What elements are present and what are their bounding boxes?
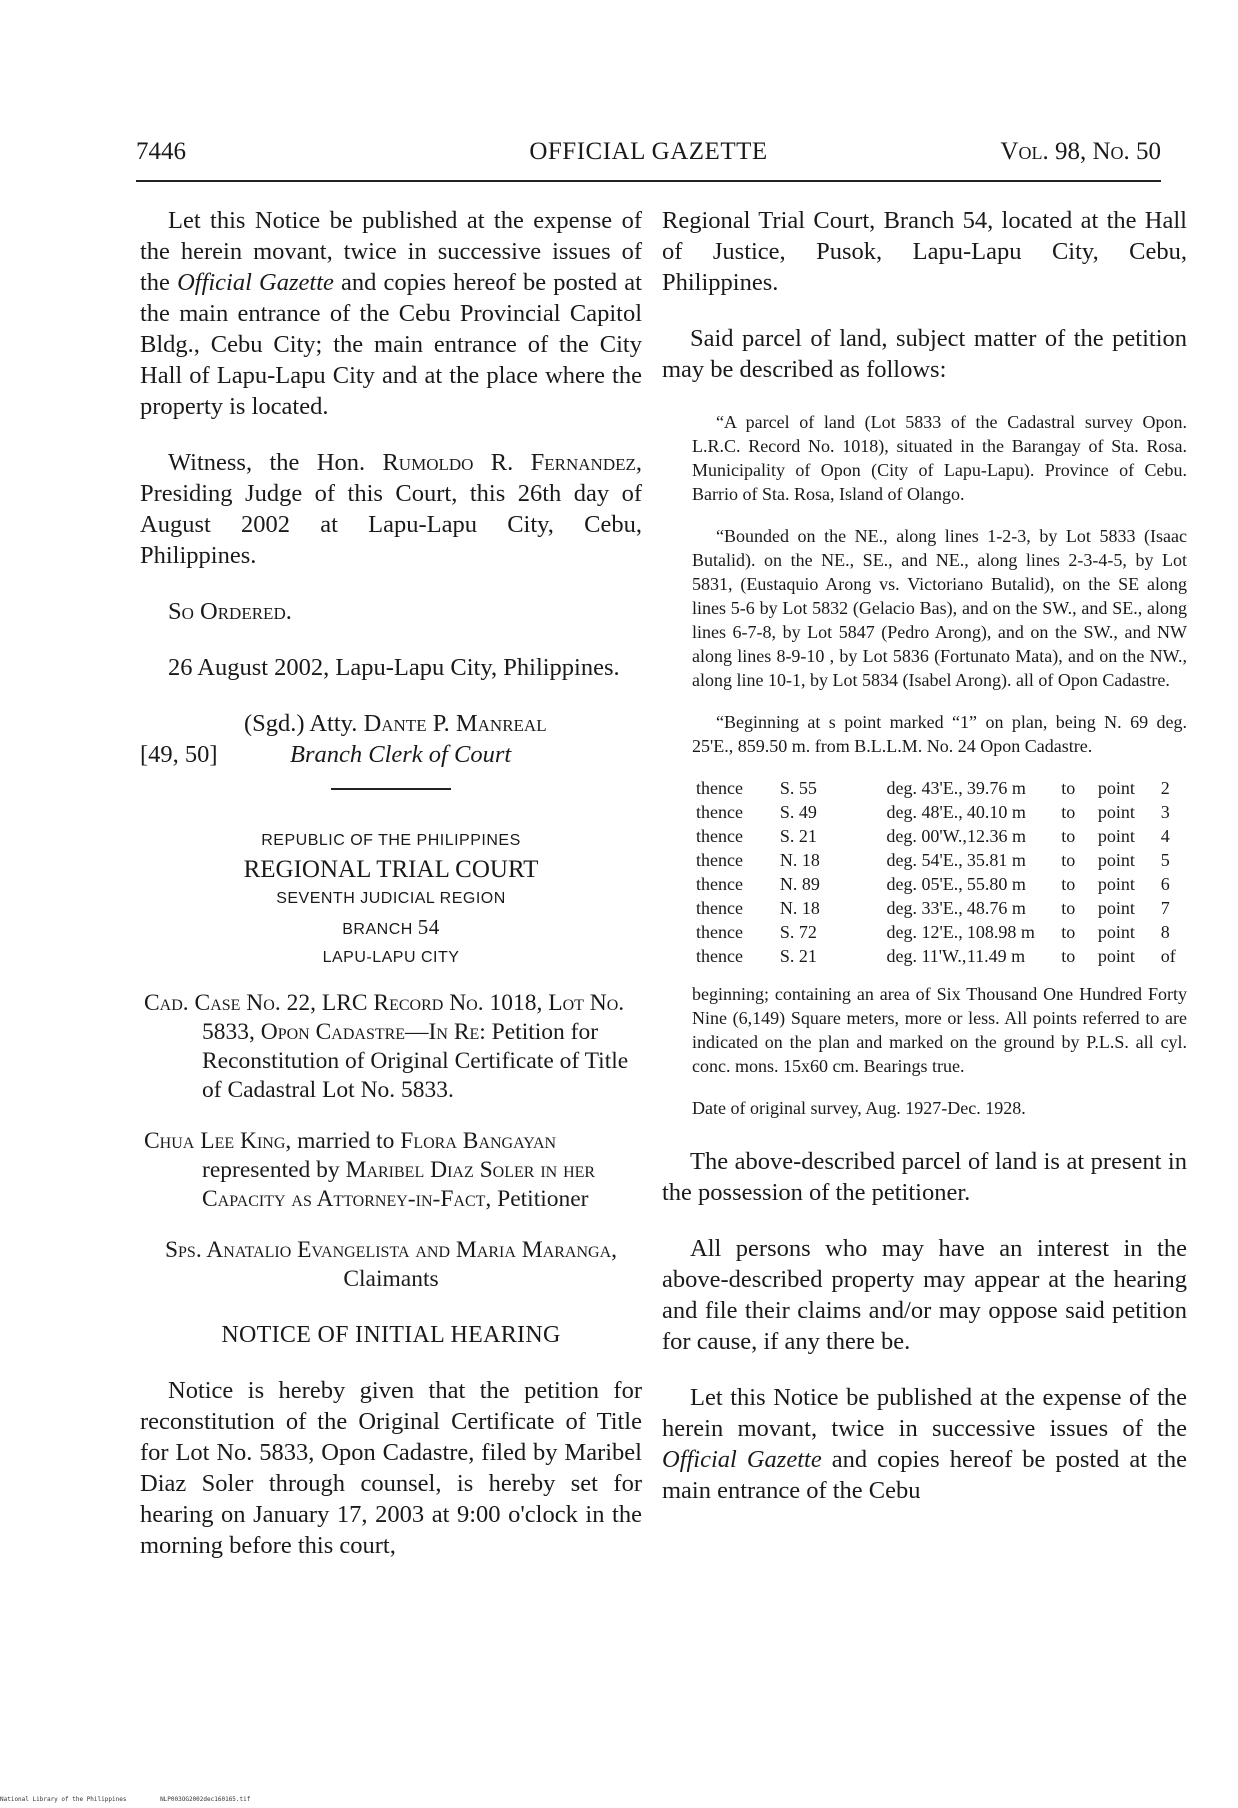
judge-name: Rumoldo R. Fernandez [382, 449, 636, 476]
bearing-cell: thence [696, 826, 743, 846]
bearing-cell: deg. 00'W., [886, 826, 967, 846]
bearing-cell: N. 89 [779, 874, 820, 894]
court-city: LAPU-LAPU CITY [322, 949, 460, 966]
bearing-cell: 4 [1160, 826, 1170, 846]
court-republic: REPUBLIC OF THE PHILIPPINES [261, 832, 521, 849]
bearing-row [696, 824, 1187, 848]
signature-line: (Sgd.) Atty. Dante P. Manreal [244, 710, 547, 737]
court-region: SEVENTH JUDICIAL REGION [276, 890, 506, 907]
bearing-cell: deg. 43'E., [886, 778, 963, 798]
bearings-table [696, 776, 1187, 968]
continuation-paragraph: Regional Trial Court, Branch 54, located at the Hall of Justice, Pusok, Lapu-Lapu City, Cebu, Philippines. [662, 207, 1187, 296]
publication-title: OFFICIAL GAZETTE [529, 138, 768, 165]
bearing-row [696, 776, 1187, 800]
notice-title: NOTICE OF INITIAL HEARING [221, 1322, 561, 1348]
bearing-cell: N. 18 [779, 898, 820, 918]
area-paragraph: beginning; containing an area of Six Thousand One Hundred Forty Nine (6,149) Square meters, more or less. All points referred to are indicated on the plan and marked on the ground by P.L.S. all cyl. conc. mons. 15x60 cm. Bearings true. [692, 984, 1187, 1076]
bearing-cell: point [1097, 922, 1135, 942]
case-title: Cad. Case No. 22, LRC Record No. 1018, Lot No. 5833, Opon Cadastre—In Re: Petition for Reconstitution of Original Certificate of Title of Cadastral Lot No. 5833. [144, 990, 629, 1103]
bearing-cell: point [1097, 778, 1135, 798]
bearing-cell: 12.36 m [966, 826, 1026, 846]
bearing-cell: point [1097, 946, 1135, 966]
bearing-cell: 11.49 m [966, 946, 1026, 966]
bearing-row [696, 848, 1187, 872]
clerk-name: Dante P. Manreal [363, 710, 547, 737]
bearing-cell: thence [696, 874, 743, 894]
publish-paragraph-2: Let this Notice be published at the expense of the herein movant, twice in successive issues of the Official Gazette and copies hereof be posted at the main entrance of the Cebu [662, 1384, 1187, 1504]
boundaries-quote: “Bounded on the NE., along lines 1-2-3, by Lot 5833 (Isaac Butalid). on the NE., SE., and NE., along lines 2-3-4-5, by Lot 5831, (Eustaquio Arong vs. Victoriano Butalid), on the SE along lines 5-6 by Lot 5832 (Gelacio Bas), and on the SW., and SE., along lines 6-7-8, by Lot 5847 (Pedro Arong), and on the SW., and NW along lines 8-9-10 , by Lot 5836 (Fortunato Mata), and on the NW., along line 10-1, by Lot 5834 (Isabel Arong). all of Opon Cadastre. [692, 526, 1187, 690]
bearing-row [696, 920, 1187, 944]
bearing-cell: to [1061, 850, 1076, 870]
bearing-row [696, 944, 1187, 968]
bearing-cell: 8 [1160, 922, 1170, 942]
bearing-cell: 108.98 m [966, 922, 1035, 942]
publish-paragraph: Let this Notice be published at the expense of the herein movant, twice in successive issues of the Official Gazette and copies hereof be posted at the main entrance of the Cebu Provincial Capitol Bldg., Cebu City; the main entrance of the City Hall of Lapu-Lapu City and at the place where the property is located. [140, 207, 642, 420]
bearing-cell: thence [696, 850, 743, 870]
left-column [140, 205, 642, 1586]
bearing-cell: to [1061, 922, 1076, 942]
bearing-cell: 40.10 m [966, 802, 1026, 822]
library-tag: National Library of the Philippines [0, 1796, 127, 1803]
bearing-cell: point [1097, 850, 1135, 870]
file-tag: NLP003OG2002dec160165.tif [160, 1796, 251, 1803]
date-line: 26 August 2002, Lapu-Lapu City, Philippines. [168, 654, 620, 681]
page-number: 7446 [136, 138, 186, 165]
persons-paragraph: All persons who may have an interest in the above-described property may appear at the hearing and file their claims and/or may oppose said petition for cause, if any there be. [662, 1235, 1187, 1355]
bearing-cell: 48.76 m [966, 898, 1026, 918]
bearing-cell: point [1097, 898, 1135, 918]
bearing-cell: to [1061, 874, 1076, 894]
bearing-cell: thence [696, 946, 743, 966]
bearing-cell: S. 49 [779, 802, 817, 822]
petitioner-block: Chua Lee King, married to Flora Bangayan represented by Maribel Diaz Soler in her Capacity as Attorney-in-Fact, Petitioner [144, 1128, 596, 1212]
court-branch: BRANCH 54 [342, 915, 440, 939]
bearing-cell: 55.80 m [966, 874, 1026, 894]
volume-number: Vol. 98, No. 50 [1000, 138, 1161, 165]
section-divider [331, 788, 451, 790]
bearing-cell: point [1097, 826, 1135, 846]
parcel-quote: “A parcel of land (Lot 5833 of the Cadastral survey Opon. L.R.C. Record No. 1018), situated in the Barangay of Sta. Rosa. Municipality of Opon (City of Lapu-Lapu). Province of Cebu. Barrio of Sta. Rosa, Island of Olango. [692, 412, 1187, 504]
bill-reference: [49, 50] [140, 741, 218, 768]
notice-paragraph: Notice is hereby given that the petition for reconstitution of the Original Certificate of Title for Lot No. 5833, Opon Cadastre, filed by Maribel Diaz Soler through counsel, is hereby set for hearing on January 17, 2003 at 9:00 o'clock in the morning before this court, [140, 1377, 642, 1559]
claimants-block: Sps. Anatalio Evangelista and Maria Maranga, Claimants [164, 1237, 618, 1292]
bearing-cell: 6 [1160, 874, 1170, 894]
bearing-cell: deg. 05'E., [886, 874, 963, 894]
bearing-cell: deg. 48'E., [886, 802, 963, 822]
bearing-cell: S. 21 [779, 946, 817, 966]
header-rule [136, 180, 1161, 182]
bearing-row [696, 872, 1187, 896]
bearing-cell: to [1061, 778, 1076, 798]
bearing-cell: 5 [1160, 850, 1170, 870]
bearing-cell: S. 21 [779, 826, 817, 846]
bearing-cell: thence [696, 778, 743, 798]
bearing-cell: deg. 54'E., [886, 850, 963, 870]
scan-footer [0, 1796, 280, 1803]
beginning-quote: “Beginning at s point marked “1” on plan, being N. 69 deg. 25'E., 859.50 m. from B.L.L.M. No. 24 Opon Cadastre. [692, 712, 1187, 756]
possession-paragraph: The above-described parcel of land is at present in the possession of the petitioner. [662, 1148, 1187, 1206]
bearing-cell: point [1097, 802, 1135, 822]
bearing-cell: to [1061, 802, 1076, 822]
court-name: REGIONAL TRIAL COURT [243, 856, 539, 883]
bearing-cell: N. 18 [779, 850, 820, 870]
bearing-cell: thence [696, 898, 743, 918]
survey-date: Date of original survey, Aug. 1927-Dec. 1928. [692, 1098, 1026, 1118]
bearing-cell: deg. 11'W., [886, 946, 967, 966]
bearing-cell: 3 [1160, 802, 1170, 822]
page-header [136, 138, 1161, 178]
bearing-cell: 2 [1160, 778, 1170, 798]
bearing-cell: thence [696, 802, 743, 822]
bearing-cell: 7 [1160, 898, 1170, 918]
witness-paragraph: Witness, the Hon. Rumoldo R. Fernandez, Presiding Judge of this Court, this 26th day of August 2002 at Lapu-Lapu City, Cebu, Philippines. [140, 449, 642, 569]
bearing-row [696, 896, 1187, 920]
bearing-cell: S. 72 [779, 922, 817, 942]
bearing-cell: to [1061, 826, 1076, 846]
bearing-cell: deg. 12'E., [886, 922, 963, 942]
so-ordered: So Ordered. [168, 598, 292, 625]
bearing-cell: 35.81 m [966, 850, 1026, 870]
bearing-row [696, 800, 1187, 824]
bearing-cell: to [1061, 946, 1076, 966]
clerk-role: Branch Clerk of Court [290, 741, 512, 768]
bearing-cell: 39.76 m [966, 778, 1026, 798]
bearing-cell: point [1097, 874, 1135, 894]
bearing-cell: deg. 33'E., [886, 898, 963, 918]
bearing-cell: thence [696, 922, 743, 942]
signature-role-line [140, 739, 642, 770]
bearing-cell: to [1061, 898, 1076, 918]
description-intro: Said parcel of land, subject matter of the petition may be described as follows: [662, 325, 1187, 383]
right-column [662, 205, 1187, 1531]
bearing-cell: S. 55 [779, 778, 817, 798]
bearing-cell: of [1160, 946, 1176, 966]
